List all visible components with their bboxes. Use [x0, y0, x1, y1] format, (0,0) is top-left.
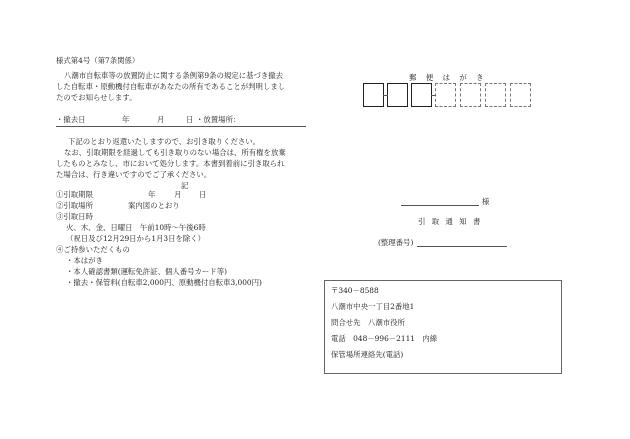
bring-label: ④ご持参いただくもの — [56, 245, 130, 254]
zip-box — [485, 83, 506, 107]
notice-line-3: したものとみなし、市において処分します。本書到着前に引き取られ — [56, 159, 285, 168]
address-phone: 電話 048－996－2111 内線 — [331, 334, 438, 343]
zip-box — [510, 83, 531, 107]
address-contact: 問合せ先 八潮市役所 — [331, 318, 405, 327]
recipient-honorific: 様 — [482, 197, 490, 206]
removal-year-label: 年 — [122, 115, 130, 124]
datetime-hours: 火、木、金、日曜日 午前10時～午後6時 — [66, 223, 206, 232]
recipient-name-line — [401, 205, 479, 206]
zip-box — [363, 83, 384, 107]
address-storage: 保管場所連絡先(電話) — [331, 350, 404, 359]
zip-box — [411, 83, 432, 107]
removal-place-label: ・放置場所： — [196, 115, 241, 124]
removal-underline — [56, 126, 306, 127]
return-address-box — [324, 280, 562, 374]
deadline-day: 日 — [199, 190, 207, 199]
postcard-header: 郵 便 は が き — [409, 73, 485, 82]
deadline-label: ①引取期限 — [56, 190, 93, 199]
bring-item: ・撤去・保管料(自転車2,000円、原動機付自転車3,000円) — [66, 278, 262, 287]
intro-line-1: 八潮市自転車等の放置防止に関する条例第9条の規定に基づき撤去 — [64, 71, 284, 80]
notice-line-2: なお、引取期限を経過しても引き取りのない場合は、所有権を放棄 — [64, 148, 286, 157]
zip-box — [435, 83, 456, 107]
datetime-holiday-note: （祝日及び12月29日から1月3日を除く） — [66, 234, 206, 243]
zip-box-connector — [431, 95, 436, 96]
removal-month-label: 月 — [157, 115, 165, 124]
address-street: 八潮市中央一丁目2番地1 — [331, 302, 415, 311]
ki-heading: 記 — [181, 181, 189, 190]
datetime-label: ③引取日時 — [56, 212, 93, 221]
bring-item: ・本はがき — [66, 256, 103, 265]
address-zip: 〒340－8588 — [331, 286, 379, 295]
reference-number-label: (整理番号) — [378, 238, 414, 247]
zip-box — [460, 83, 481, 107]
reference-number-line — [417, 246, 507, 247]
notice-title: 引 取 通 知 書 — [418, 217, 483, 226]
bring-item: ・本人確認書類(運転免許証、個人番号カード等) — [66, 267, 227, 276]
zip-box — [387, 83, 408, 107]
form-number: 様式第4号（第7条関係） — [56, 56, 140, 65]
intro-line-3: たのでお知らせします。 — [56, 93, 137, 102]
zip-box-connector — [383, 95, 388, 96]
place-value: 案内図のとおり — [128, 201, 180, 210]
notice-line-4: た場合は、行き違いですのでご了承ください。 — [56, 170, 212, 179]
removal-date-label: ・撤去日 — [56, 115, 86, 124]
place-label: ②引取場所 — [56, 201, 93, 210]
intro-line-2: した自転車・原動機付自転車があなたの所有であることが判明しまし — [56, 82, 286, 91]
removal-day-label: 日 — [186, 115, 194, 124]
notice-line-1: 下記のとおり返還いたしますので、お引き取りください。 — [68, 137, 261, 146]
deadline-month: 月 — [174, 190, 182, 199]
deadline-year: 年 — [148, 190, 156, 199]
